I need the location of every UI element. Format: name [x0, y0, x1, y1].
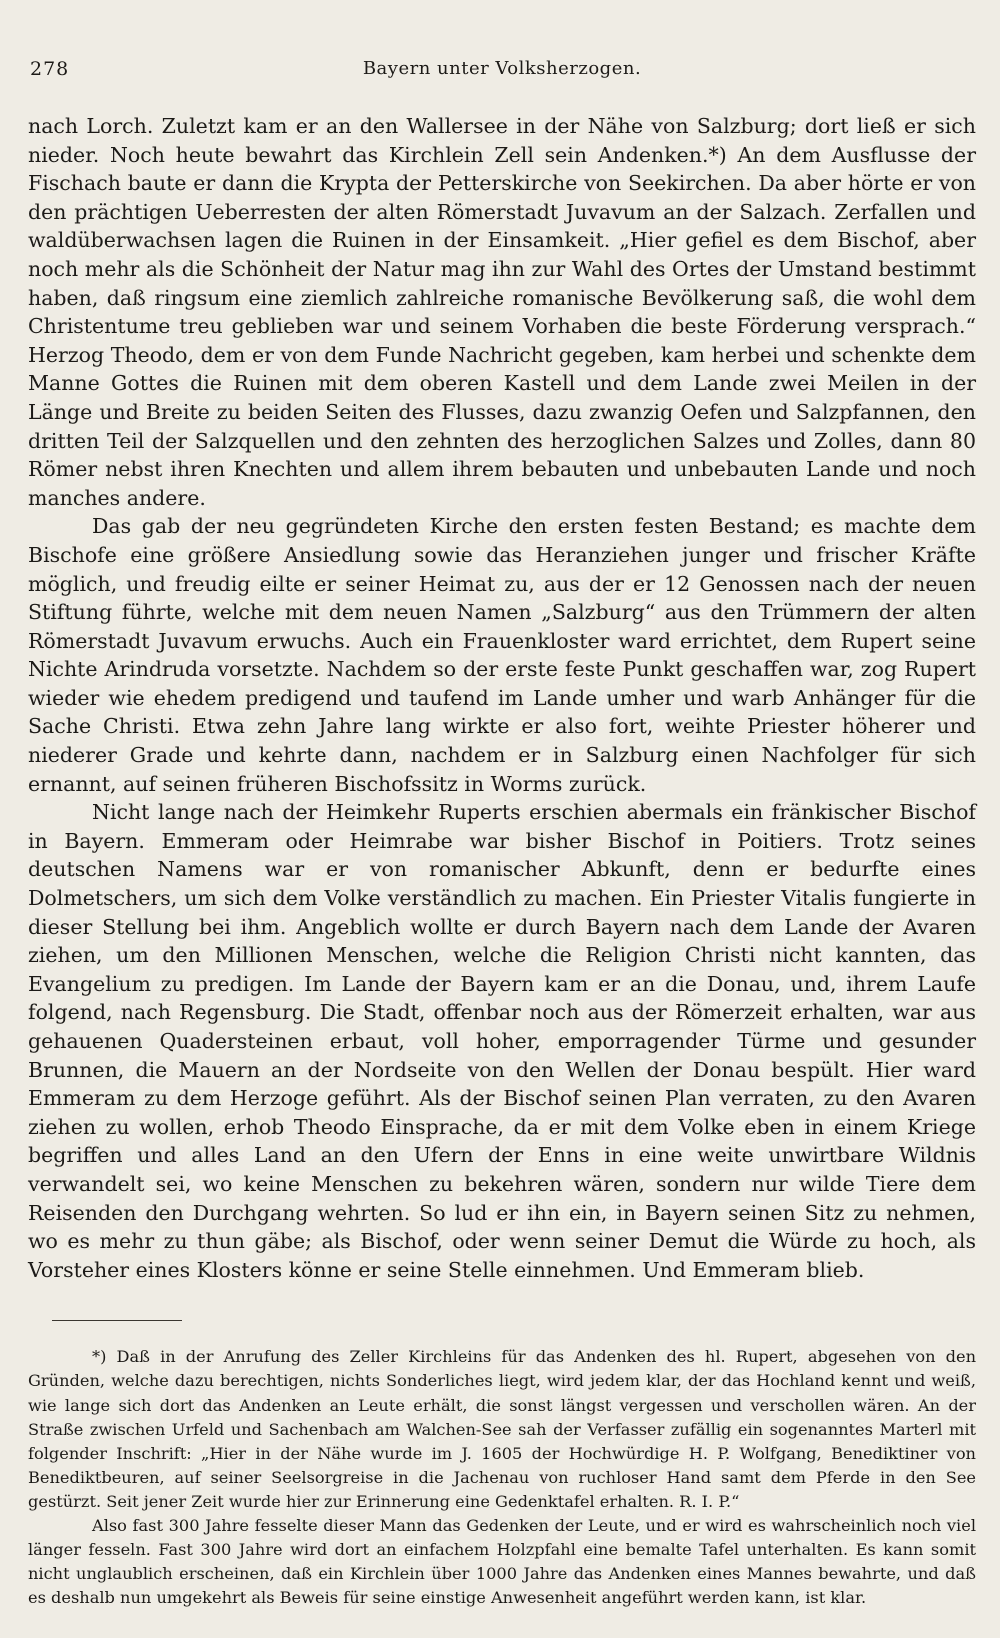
running-head: Bayern unter Volksherzogen.: [362, 58, 642, 79]
main-text: [28, 112, 976, 1284]
page-header: [28, 58, 976, 92]
page-number: 278: [30, 58, 70, 80]
footnote-paragraph: Also fast 300 Jahre fesselte dieser Mann das Gedenken der Leute, und er wird es wahrscheinlich noch viel länger fesseln. Fast 300 Jahre wird dort an einfachem Holzpfahl eine bemalte Tafel unterhalten. Es kann somit nicht unglaublich erscheinen, daß ein Kirchlein über 1000 Jahre das Andenken eines Mannes bewahrte, und daß es deshalb nun umgekehrt als Beweis für seine einstige Anwesenheit angeführt werden kann, ist klar.: [28, 1516, 976, 1608]
footnote-paragraph: *) Daß in der Anrufung des Zeller Kirchleins für das Andenken des hl. Rupert, abgesehen von den Gründen, welche dazu berechtigen, nichts Sonderliches liegt, wird jedem klar, der das Hochland kennt und weiß, wie lange sich dort das Andenken an Leute erhält, die sonst längst vergessen und verschollen wären. An der Straße zwischen Urfeld und Sachenbach am Walchen-See sah der Verfasser zufällig ein sogenanntes Marterl mit folgender Inschrift: „Hier in der Nähe wurde im J. 1605 der Hochwürdige H. P. Wolfgang, Benediktiner von Benediktbeuren, auf seiner Seelsorgreise in die Jachenau von ruchloser Hand samt dem Pferde in den See gestürzt. Seit jener Zeit wurde hier zur Erinnerung eine Gedenktafel erhalten. R. I. P.“: [28, 1347, 976, 1511]
footnotes: [28, 1345, 976, 1610]
body-paragraph: Das gab der neu gegründeten Kirche den ersten festen Bestand; es machte dem Bischofe eine größere Ansiedlung sowie das Heranziehen junger und frischer Kräfte möglich, und freudig eilte er seiner Heimat zu, aus der er 12 Genossen nach der neuen Stiftung führte, welche mit dem neuen Namen „Salzburg“ aus den Trümmern der alten Römerstadt Juvavum erwuchs. Auch ein Frauenkloster ward errichtet, dem Rupert seine Nichte Arindruda vorsetzte. Nachdem so der erste feste Punkt geschaffen war, zog Rupert wieder wie ehedem predigend und taufend im Lande umher und warb Anhänger für die Sache Christi. Etwa zehn Jahre lang wirkte er also fort, weihte Priester höherer und niederer Grade und kehrte dann, nachdem er in Salzburg einen Nachfolger für sich ernannt, auf seinen früheren Bischofssitz in Worms zurück.: [28, 514, 976, 796]
footnote-divider: [52, 1320, 182, 1321]
body-paragraph: Nicht lange nach der Heimkehr Ruperts erschien abermals ein fränkischer Bischof in Bayern. Emmeram oder Heimrabe war bisher Bischof in Poitiers. Trotz seines deutschen Namens war er von romanischer Abkunft, denn er bedurfte eines Dolmetschers, um sich dem Volke verständlich zu machen. Ein Priester Vitalis fungierte in dieser Stellung bei ihm. Angeblich wollte er durch Bayern nach dem Lande der Avaren ziehen, um den Millionen Menschen, welche die Religion Christi nicht kannten, das Evangelium zu predigen. Im Lande der Bayern kam er an die Donau, und, ihrem Laufe folgend, nach Regensburg. Die Stadt, offenbar noch aus der Römerzeit erhalten, war aus gehauenen Quadersteinen erbaut, voll hoher, emporragender Türme und gesunder Brunnen, die Mauern an der Nordseite von den Wellen der Donau bespült. Hier ward Emmeram zu dem Herzoge geführt. Als der Bischof seinen Plan verraten, zu den Avaren ziehen zu wollen, erhob Theodo Einsprache, da er mit dem Volke eben in einem Kriege begriffen und alles Land an den Ufern der Enns in eine weite unwirtbare Wildnis verwandelt sei, wo keine Menschen zu bekehren wären, sondern nur wilde Tiere dem Reisenden den Durchgang wehrten. So lud er ihn ein, in Bayern seinen Sitz zu nehmen, wo es mehr zu thun gäbe; als Bischof, oder wenn seiner Demut die Würde zu hoch, als Vorsteher eines Klosters könne er seine Stelle einnehmen. Und Emmeram blieb.: [28, 800, 976, 1282]
body-paragraph: nach Lorch. Zuletzt kam er an den Wallersee in der Nähe von Salzburg; dort ließ er sich nieder. Noch heute bewahrt das Kirchlein Zell sein Andenken.*) An dem Ausflusse der Fischach baute er dann die Krypta der Petterskirche von Seekirchen. Da aber hörte er von den prächtigen Ueberresten der alten Römerstadt Juvavum an der Salzach. Zerfallen und waldüberwachsen lagen die Ruinen in der Einsamkeit. „Hier gefiel es dem Bischof, aber noch mehr als die Schönheit der Natur mag ihn zur Wahl des Ortes der Umstand bestimmt haben, daß ringsum eine ziemlich zahlreiche romanische Bevölkerung saß, die wohl dem Christentume treu geblieben war und seinem Vorhaben die beste Förderung versprach.“ Herzog Theodo, dem er von dem Funde Nachricht gegeben, kam herbei und schenkte dem Manne Gottes die Ruinen mit dem oberen Kastell und dem Lande zwei Meilen in der Länge und Breite zu beiden Seiten des Flusses, dazu zwanzig Oefen und Salzpfannen, den dritten Teil der Salzquellen und den zehnten des herzoglichen Salzes und Zolles, dann 80 Römer nebst ihren Knechten und allem ihrem bebauten und unbebauten Lande und noch manches andere.: [28, 114, 976, 510]
